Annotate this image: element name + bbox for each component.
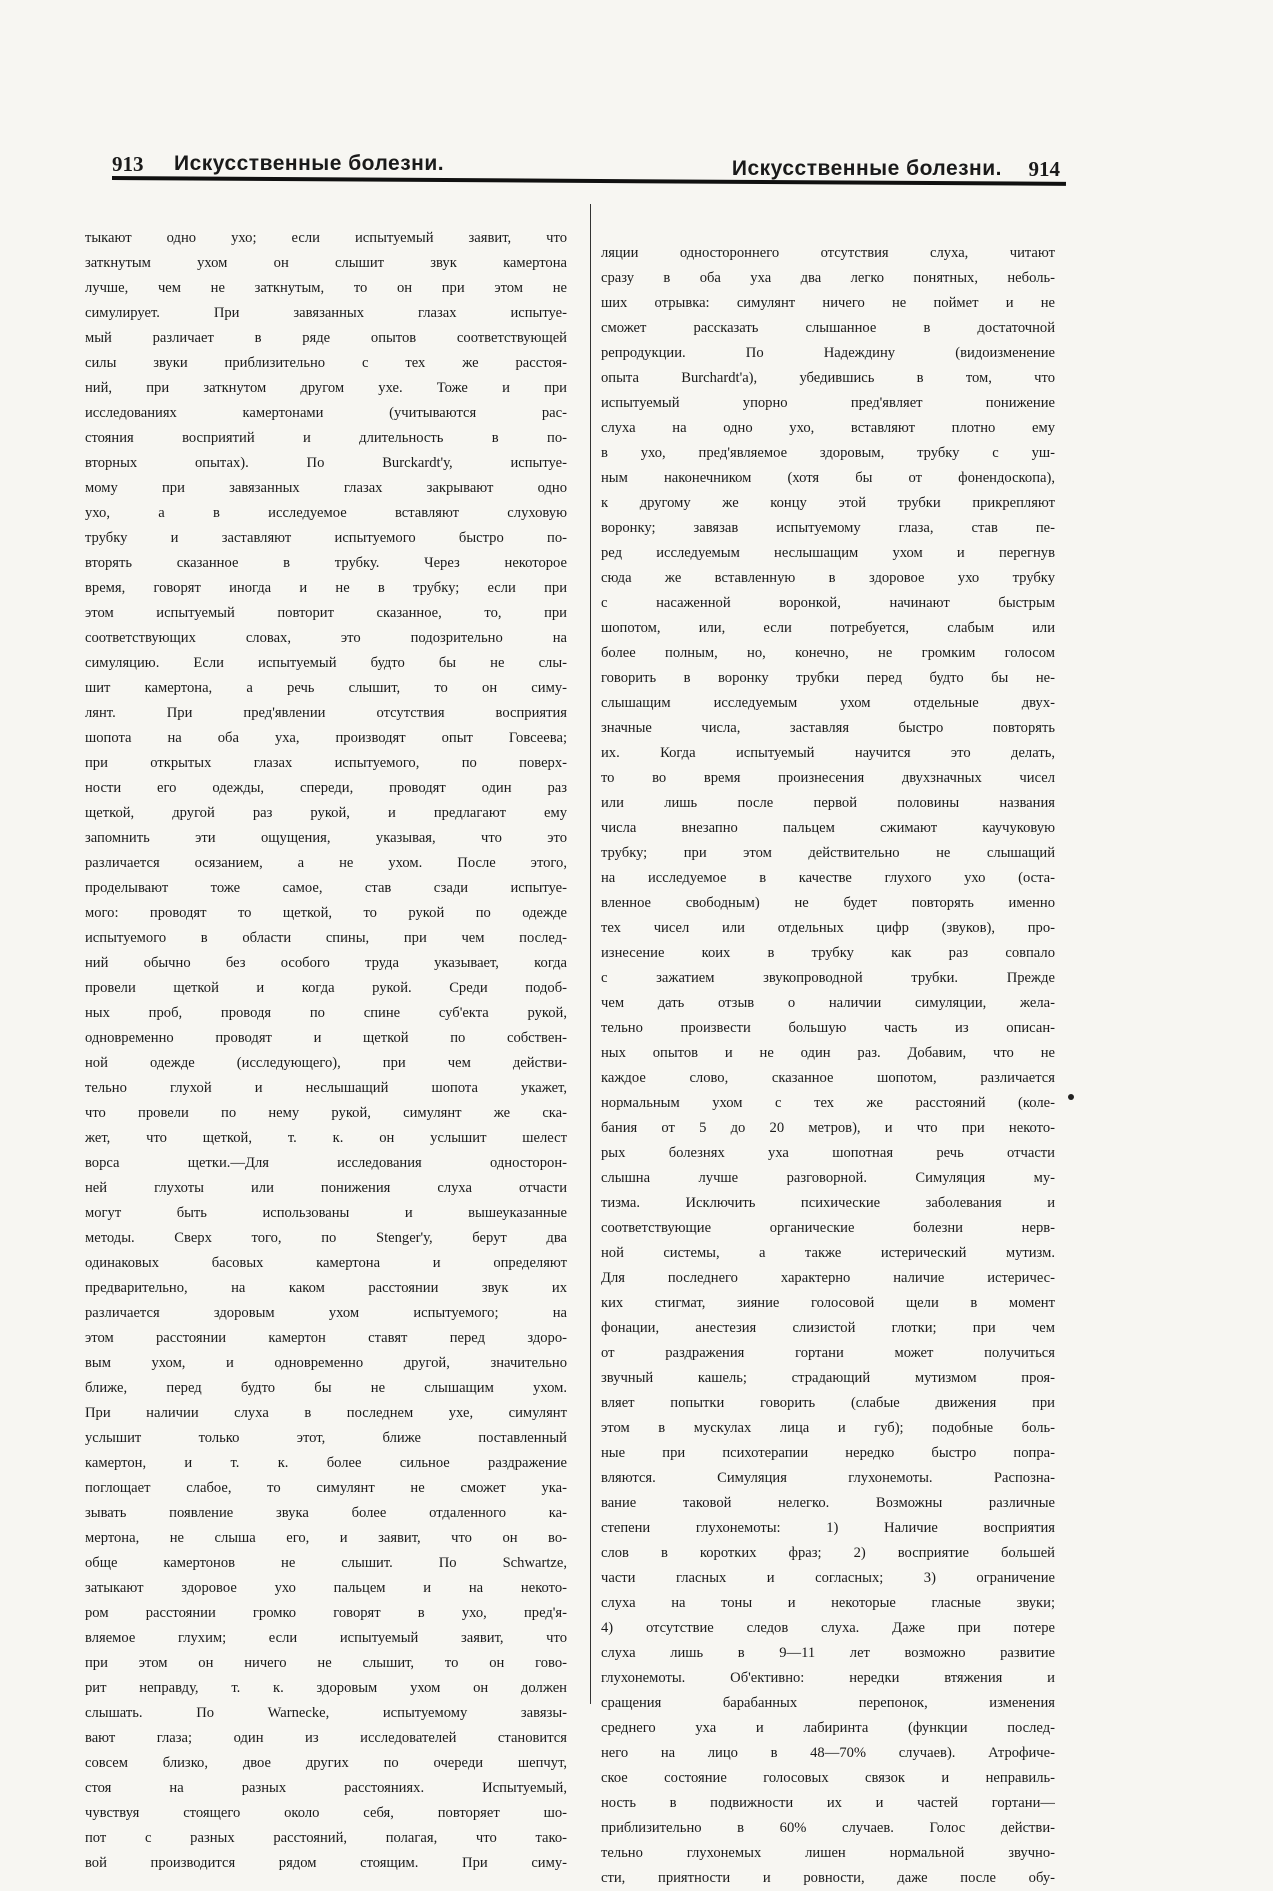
text-line: с зажатием звукопроводной трубки. Прежде: [601, 970, 1055, 986]
text-line: бания от 5 до 20 метров), и что при некото-: [601, 1120, 1055, 1136]
text-line: методы. Сверх того, по Stenger'у, берут два: [85, 1230, 567, 1246]
text-line: рых болезнях уха шопотная речь отчасти: [601, 1145, 1055, 1161]
text-line: поглощает слабое, то симулянт не сможет ука-: [85, 1480, 567, 1496]
text-line: ское состояние голосовых связок и неправиль-: [601, 1770, 1055, 1786]
text-line: слуха на одно ухо, вставляют плотно ему: [601, 420, 1055, 436]
text-line: ний обычно без особого труда указывает, когда: [85, 955, 567, 971]
text-line: щеткой, другой раз рукой, и предлагают ему: [85, 805, 567, 821]
page-number-right: 914: [1028, 157, 1060, 181]
running-title-right: Искусственные болезни.: [731, 157, 1002, 180]
right-column: [601, 241, 1055, 1891]
text-line: вляет попытки говорить (слабые движения при: [601, 1395, 1055, 1411]
text-line: тыкают одно ухо; если испытуемый заявит, что: [85, 230, 567, 246]
text-line: соответствующих словах, это подозрительно на: [85, 630, 567, 646]
text-line: мому при завязанных глазах закрывают одно: [85, 480, 567, 496]
text-line: пот с разных расстояний, полагая, что тако-: [85, 1830, 567, 1846]
text-line: в ухо, пред'являемое здоровым, трубку с уш-: [601, 445, 1055, 461]
text-line: среднего уха и лабиринта (функции послед-: [601, 1720, 1055, 1736]
text-line: приблизительно в 60% случаев. Голос действи-: [601, 1820, 1055, 1836]
text-line: сможет рассказать слышанное в достаточной: [601, 320, 1055, 336]
text-line: воронку; завязав испытуемому глаза, став пе-: [601, 520, 1055, 536]
text-line: лянт. При пред'явлении отсутствия восприятия: [85, 705, 567, 721]
text-line: нормальным ухом с тех же расстояний (коле-: [601, 1095, 1055, 1111]
text-line: При наличии слуха в последнем ухе, симулянт: [85, 1405, 567, 1421]
text-line: этом испытуемый повторит сказанное, то, при: [85, 605, 567, 621]
text-line: ухо, а в исследуемое вставляют слуховую: [85, 505, 567, 521]
text-line: силы звуки приблизительно с тех же расстоя-: [85, 355, 567, 371]
text-line: различается здоровым ухом испытуемого; на: [85, 1305, 567, 1321]
text-line: лучше, чем не заткнутым, то он при этом не: [85, 280, 567, 296]
text-line: вой производится рядом стоящим. При симу-: [85, 1855, 567, 1871]
text-line: сюда же вставленную в здоровое ухо трубку: [601, 570, 1055, 586]
text-line: слышащим исследуемым ухом отдельные двух-: [601, 695, 1055, 711]
text-line: ших отрывка: симулянт ничего не поймет и не: [601, 295, 1055, 311]
text-line: опыта Burchardt'а), убедившись в том, что: [601, 370, 1055, 386]
text-line: исследованиях камертонами (учитываются рас-: [85, 405, 567, 421]
running-title-left: Искусственные болезни.: [174, 152, 445, 175]
text-line: тельно глухой и неслышащий шопота укажет,: [85, 1080, 567, 1096]
text-line: предварительно, на каком расстоянии звук их: [85, 1280, 567, 1296]
text-line: жет, что щеткой, т. к. он услышит шелест: [85, 1130, 567, 1146]
text-line: с насаженной воронкой, начинают быстрым: [601, 595, 1055, 611]
text-line: ляции одностороннего отсутствия слуха, читают: [601, 245, 1055, 261]
text-line: трубку; при этом действительно не слышащий: [601, 845, 1055, 861]
text-line: совсем близко, двое других по очереди шепчут,: [85, 1755, 567, 1771]
print-speck: [1068, 1094, 1074, 1100]
text-line: запомнить эти ощущения, указывая, что это: [85, 830, 567, 846]
left-column: [85, 226, 567, 1876]
text-line: различается осязанием, а не ухом. После этого,: [85, 855, 567, 871]
text-line: обще камертонов не слышит. По Schwartze,: [85, 1555, 567, 1571]
text-line: вторных опытах). По Burckardt'у, испытуе-: [85, 455, 567, 471]
text-line: соответствующие органические болезни нерв-: [601, 1220, 1055, 1236]
text-line: сразу в оба уха два легко понятных, неболь-: [601, 270, 1055, 286]
text-line: вание таковой нелегко. Возможны различные: [601, 1495, 1055, 1511]
text-line: услышит только этот, ближе поставленный: [85, 1430, 567, 1446]
text-line: значные числа, заставляя быстро повторять: [601, 720, 1055, 736]
text-line: могут быть использованы и вышеуказанные: [85, 1205, 567, 1221]
text-line: провели щеткой и когда рукой. Среди подоб-: [85, 980, 567, 996]
text-line: звучный кашель; страдающий мутизмом проя-: [601, 1370, 1055, 1386]
text-line: затыкают здоровое ухо пальцем и на некото-: [85, 1580, 567, 1596]
text-line: ных опытов и не один раз. Добавим, что не: [601, 1045, 1055, 1061]
text-line: трубку и заставляют испытуемого быстро по-: [85, 530, 567, 546]
text-line: числа внезапно пальцем сжимают каучуковую: [601, 820, 1055, 836]
text-line: испытуемого в области спины, при чем послед-: [85, 930, 567, 946]
text-line: испытуемый упорно пред'являет понижение: [601, 395, 1055, 411]
text-line: чем дать отзыв о наличии симуляции, жела-: [601, 995, 1055, 1011]
text-line: от раздражения гортани может получиться: [601, 1345, 1055, 1361]
text-line: проделывают тоже самое, став сзади испытуе-: [85, 880, 567, 896]
text-line: изнесение коих в трубку как раз совпало: [601, 945, 1055, 961]
text-line: ред исследуемым неслышащим ухом и перегнув: [601, 545, 1055, 561]
text-line: одновременно проводят и щеткой по собствен-: [85, 1030, 567, 1046]
column-divider: [590, 204, 591, 1704]
text-line: ной системы, а также истерический мутизм.: [601, 1245, 1055, 1261]
text-line: ные при психотерапии нередко быстро попра-: [601, 1445, 1055, 1461]
text-line: при этом он ничего не слышит, то он гово-: [85, 1655, 567, 1671]
page-number-left: 913: [112, 152, 144, 176]
text-line: сти, приятности и ровности, даже после обу-: [601, 1870, 1055, 1886]
text-line: симулирует. При завязанных глазах испытуе-: [85, 305, 567, 321]
text-line: репродукции. По Надеждину (видоизменение: [601, 345, 1055, 361]
text-line: шит камертона, а речь слышит, то он симу-: [85, 680, 567, 696]
text-line: то во время произнесения двухзначных чисел: [601, 770, 1055, 786]
text-line: тизма. Исключить психические заболевания и: [601, 1195, 1055, 1211]
text-line: на исследуемое в качестве глухого ухо (оста-: [601, 870, 1055, 886]
text-line: ворса щетки.—Для исследования односторон-: [85, 1155, 567, 1171]
text-line: слуха на тоны и некоторые гласные звуки;: [601, 1595, 1055, 1611]
text-line: этом расстоянии камертон ставят перед здоро-: [85, 1330, 567, 1346]
text-line: мого: проводят то щеткой, то рукой по одежде: [85, 905, 567, 921]
text-line: части гласных и согласных; 3) ограничение: [601, 1570, 1055, 1586]
text-line: 4) отсутствие следов слуха. Даже при потере: [601, 1620, 1055, 1636]
text-line: ности его одежды, спереди, проводят один раз: [85, 780, 567, 796]
text-line: каждое слово, сказанное шопотом, различается: [601, 1070, 1055, 1086]
text-line: мертона, не слыша его, и заявит, что он во-: [85, 1530, 567, 1546]
text-line: ной одежде (исследующего), при чем действи-: [85, 1055, 567, 1071]
text-line: ром расстоянии громко говорят в ухо, пред'я-: [85, 1605, 567, 1621]
text-line: одинаковых басовых камертона и определяют: [85, 1255, 567, 1271]
text-line: слышна лучше разговорной. Симуляция му-: [601, 1170, 1055, 1186]
text-line: Для последнего характерно наличие истеричес-: [601, 1270, 1055, 1286]
text-line: ких стигмат, зияние голосовой щели в момент: [601, 1295, 1055, 1311]
text-line: говорить в воронку трубки перед будто бы не-: [601, 670, 1055, 686]
text-line: тельно произвести большую часть из описан-: [601, 1020, 1055, 1036]
text-line: ний, при заткнутом другом ухе. Тоже и при: [85, 380, 567, 396]
text-line: при открытых глазах испытуемого, по поверх-: [85, 755, 567, 771]
text-line: шопотом, или, если потребуется, слабым или: [601, 620, 1055, 636]
text-line: вляемое глухим; если испытуемый заявит, что: [85, 1630, 567, 1646]
text-line: вторять сказанное в трубку. Через некоторое: [85, 555, 567, 571]
text-line: чувствуя стоящего около себя, повторяет шо-: [85, 1805, 567, 1821]
text-line: ных проб, проводя по спине суб'екта рукой,: [85, 1005, 567, 1021]
text-line: вляются. Симуляция глухонемоты. Распозна-: [601, 1470, 1055, 1486]
text-line: ность в подвижности их и частей гортани—: [601, 1795, 1055, 1811]
text-line: к другому же концу этой трубки прикрепляют: [601, 495, 1055, 511]
text-line: более полным, но, конечно, не громким голосом: [601, 645, 1055, 661]
text-line: тех чисел или отдельных цифр (звуков), про-: [601, 920, 1055, 936]
text-line: сращения барабанных перепонок, изменения: [601, 1695, 1055, 1711]
text-line: стояния восприятий и длительность в по-: [85, 430, 567, 446]
text-line: время, говорят иногда и не в трубку; если при: [85, 580, 567, 596]
text-line: слышать. По Warnecke, испытуемому завязы-: [85, 1705, 567, 1721]
text-line: ближе, перед будто бы не слышащим ухом.: [85, 1380, 567, 1396]
text-line: камертон, и т. к. более сильное раздражение: [85, 1455, 567, 1471]
text-line: или лишь после первой половины названия: [601, 795, 1055, 811]
text-line: фонации, анестезия слизистой глотки; при чем: [601, 1320, 1055, 1336]
text-line: стоя на разных расстояниях. Испытуемый,: [85, 1780, 567, 1796]
text-line: ным наконечником (хотя бы от фонендоскопа),: [601, 470, 1055, 486]
text-line: него на лицо в 48—70% случаев). Атрофиче-: [601, 1745, 1055, 1761]
text-line: слов в коротких фраз; 2) восприятие большей: [601, 1545, 1055, 1561]
text-line: симуляцию. Если испытуемый будто бы не слы-: [85, 655, 567, 671]
text-line: вают глаза; один из исследователей становится: [85, 1730, 567, 1746]
text-line: рит неправду, т. к. здоровым ухом он должен: [85, 1680, 567, 1696]
text-line: что провели по нему рукой, симулянт же ска-: [85, 1105, 567, 1121]
text-line: этом в мускулах лица и губ); подобные боль-: [601, 1420, 1055, 1436]
text-line: степени глухонемоты: 1) Наличие восприятия: [601, 1520, 1055, 1536]
text-line: мый различает в ряде опытов соответствующей: [85, 330, 567, 346]
text-line: глухонемоты. Об'ективно: нередки втяжения и: [601, 1670, 1055, 1686]
text-line: вленное свободным) не будет повторять именно: [601, 895, 1055, 911]
text-line: их. Когда испытуемый научится это делать,: [601, 745, 1055, 761]
text-line: слуха лишь в 9—11 лет возможно развитие: [601, 1645, 1055, 1661]
text-line: заткнутым ухом он слышит звук камертона: [85, 255, 567, 271]
text-line: ней глухоты или понижения слуха отчасти: [85, 1180, 567, 1196]
text-line: зывать появление звука более отдаленного ка-: [85, 1505, 567, 1521]
text-line: шопота на оба уха, производят опыт Говсеева;: [85, 730, 567, 746]
text-line: тельно глухонемых лишен нормальной звучно-: [601, 1845, 1055, 1861]
text-line: вым ухом, и одновременно другой, значительно: [85, 1355, 567, 1371]
